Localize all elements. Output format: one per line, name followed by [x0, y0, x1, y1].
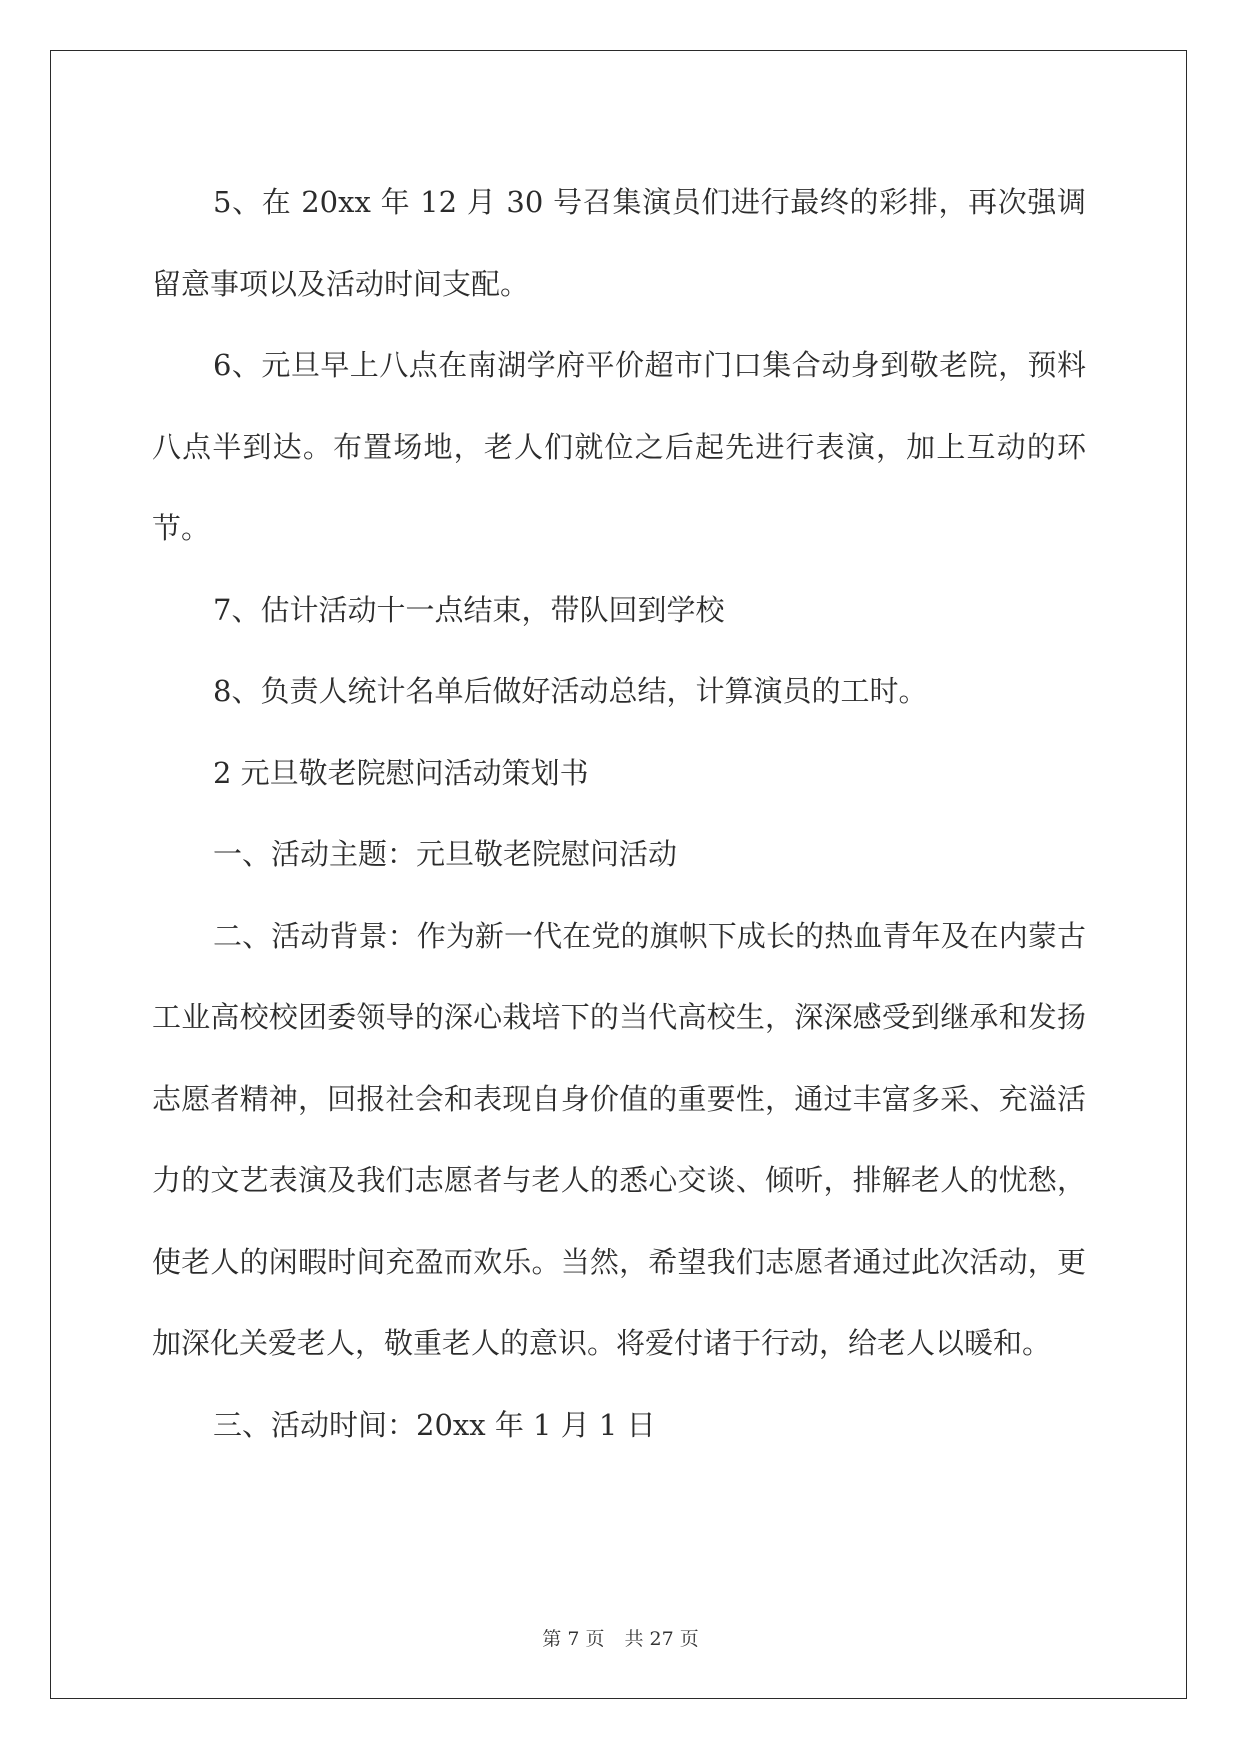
paragraph-background: 二、活动背景：作为新一代在党的旗帜下成长的热血青年及在内蒙古工业高校校团委领导的深心栽培下的当代高校生，深深感受到继承和发扬志愿者精神，回报社会和表现自身价值的重要性，通过丰富多采、充溢活力的文艺表演及我们志愿者与老人的悉心交谈、倾听，排解老人的忧愁，使老人的闲暇时间充盈而欢乐。当然，希望我们志愿者通过此次活动，更加深化关爱老人，敬重老人的意识。将爱付诸于行动，给老人以暖和。 — [152, 918, 1086, 1360]
paragraph-item-7: 7、估计活动十一点结束，带队回到学校 — [213, 592, 725, 627]
paragraph-time: 三、活动时间：20xx 年 1 月 1 日 — [213, 1407, 656, 1442]
paragraph-item-6: 6、元旦早上八点在南湖学府平价超市门口集合动身到敬老院，预料八点半到达。布置场地，老人们就位之后起先进行表演，加上互动的环节。 — [152, 348, 1086, 545]
page-number: 第 7 页 — [542, 1628, 605, 1650]
page-total: 共 27 页 — [624, 1628, 699, 1650]
paragraph-item-5: 5、在 20xx 年 12 月 30 号召集演员们进行最终的彩排，再次强调留意事项以及活动时间支配。 — [152, 185, 1086, 301]
paragraph-item-8: 8、负责人统计名单后做好活动总结，计算演员的工时。 — [213, 674, 928, 708]
section-heading: 2 元旦敬老院慰问活动策划书 — [213, 755, 589, 790]
document-body — [152, 162, 1086, 1466]
page-footer — [0, 1624, 1241, 1651]
paragraph-theme: 一、活动主题：元旦敬老院慰问活动 — [213, 837, 678, 871]
